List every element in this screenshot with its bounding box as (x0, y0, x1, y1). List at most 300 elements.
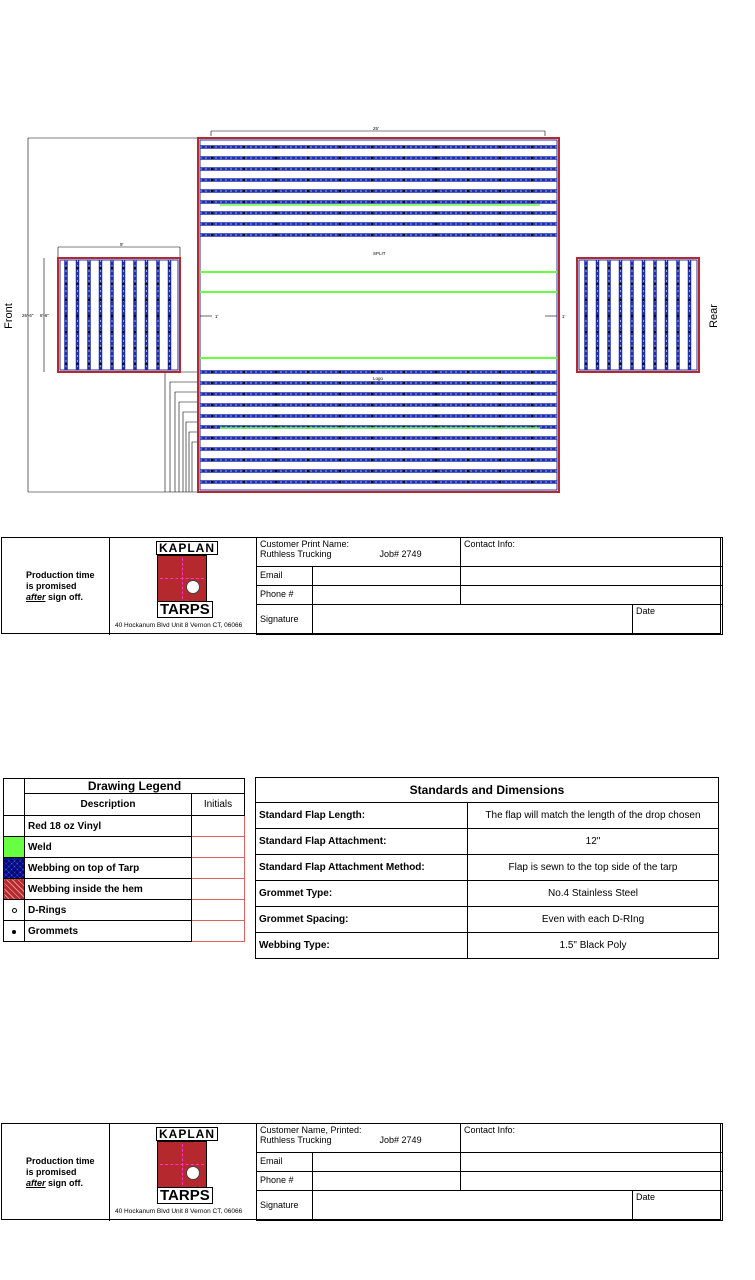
grommet (211, 201, 213, 203)
email-label: Email (256, 566, 313, 586)
grommet (499, 415, 501, 417)
grommet (619, 315, 621, 317)
grommet (403, 223, 405, 225)
grommet (157, 267, 159, 269)
title-block: Production time is promised after sign off. KAPLAN TARPS 40 Hockanum Blvd Unit 8 Vernon CT, 06066 Customer Name, Printed: Ruthless Trucking Job# 2749 Contact Info: Email Phone # Signature Date (1, 1123, 721, 1220)
grommet (403, 201, 405, 203)
legend-col-description: Description (25, 794, 192, 816)
grommet (608, 283, 610, 285)
grommet (531, 234, 533, 236)
grommet (596, 347, 598, 349)
grommet (111, 267, 113, 269)
grommet (371, 393, 373, 395)
grommet (665, 347, 667, 349)
grommet (665, 267, 667, 269)
grommet (654, 267, 656, 269)
grommet (211, 179, 213, 181)
grommet (654, 331, 656, 333)
grommet (157, 283, 159, 285)
grommet (65, 363, 67, 365)
grommet (243, 179, 245, 181)
grommet (585, 283, 587, 285)
grommet (168, 283, 170, 285)
grommet (642, 283, 644, 285)
grommet (631, 331, 633, 333)
grommet (499, 448, 501, 450)
grommet (619, 283, 621, 285)
grommet (531, 470, 533, 472)
grommet (403, 371, 405, 373)
grommet (65, 283, 67, 285)
grommet (211, 470, 213, 472)
drawing-legend (3, 778, 245, 942)
d-ring-icon (4, 900, 25, 921)
grommet (531, 201, 533, 203)
grommet (243, 223, 245, 225)
grommet (307, 234, 309, 236)
grommet (307, 168, 309, 170)
grommet (275, 157, 277, 159)
grommet (307, 157, 309, 159)
customer-name: Ruthless Trucking (260, 1135, 332, 1145)
grommet (275, 481, 277, 483)
grommet (371, 157, 373, 159)
grommet (499, 223, 501, 225)
grommet (608, 363, 610, 365)
grommet (531, 212, 533, 214)
phone-label: Phone # (256, 1171, 313, 1191)
grommet (665, 315, 667, 317)
grommet (531, 393, 533, 395)
grommet (654, 315, 656, 317)
grommet (307, 393, 309, 395)
grommet (435, 190, 437, 192)
grommet (688, 363, 690, 365)
grommet (111, 331, 113, 333)
grommet (403, 382, 405, 384)
grommet (642, 267, 644, 269)
grommet (499, 201, 501, 203)
grommet (275, 212, 277, 214)
grommet (467, 393, 469, 395)
grommet (211, 426, 213, 428)
grommet (275, 404, 277, 406)
signature-label: Signature (256, 604, 313, 635)
grommet (339, 448, 341, 450)
grommet (371, 470, 373, 472)
grommet (642, 363, 644, 365)
grommet (339, 382, 341, 384)
grommet (111, 363, 113, 365)
email-field[interactable] (312, 566, 461, 586)
grommet (677, 299, 679, 301)
grommet (111, 299, 113, 301)
grommet (585, 331, 587, 333)
grommet (339, 223, 341, 225)
grommet (339, 190, 341, 192)
grommet (211, 168, 213, 170)
grommet (211, 223, 213, 225)
grommet (157, 347, 159, 349)
grommet (435, 168, 437, 170)
grommet (403, 157, 405, 159)
grommet (631, 299, 633, 301)
grommet (145, 283, 147, 285)
grommet-icon (4, 921, 25, 942)
webbing-hem-swatch (4, 879, 25, 900)
grommet (157, 299, 159, 301)
grommet (403, 470, 405, 472)
grommet (99, 315, 101, 317)
grommet (99, 299, 101, 301)
standards-table (255, 777, 719, 959)
grommet (531, 382, 533, 384)
grommet (211, 437, 213, 439)
grommet (243, 437, 245, 439)
grommet (665, 283, 667, 285)
grommet (654, 363, 656, 365)
grommet (134, 331, 136, 333)
grommet (499, 157, 501, 159)
grommet (88, 363, 90, 365)
grommet (531, 448, 533, 450)
contact-field-2[interactable] (460, 1171, 723, 1191)
grommet (339, 146, 341, 148)
grommet (467, 437, 469, 439)
grommet (275, 371, 277, 373)
grommet (619, 299, 621, 301)
grommet (531, 190, 533, 192)
grommet (371, 146, 373, 148)
grommet (403, 393, 405, 395)
dim-top-label: 25' (373, 126, 379, 131)
grommet (307, 223, 309, 225)
grommet (499, 179, 501, 181)
grommet (403, 190, 405, 192)
grommet (596, 331, 598, 333)
grommet (435, 415, 437, 417)
grommet (531, 459, 533, 461)
grommet (435, 157, 437, 159)
legend-title: Drawing Legend (25, 779, 245, 794)
grommet (467, 190, 469, 192)
standards-row: Webbing Type: 1.5" Black Poly (256, 933, 719, 959)
grommet (65, 267, 67, 269)
marker-left-label: 1' (215, 314, 219, 319)
grommet (585, 267, 587, 269)
initials-cell[interactable] (192, 816, 245, 837)
initials-cell[interactable] (192, 858, 245, 879)
grommet (211, 212, 213, 214)
grommet (467, 382, 469, 384)
grommet (88, 347, 90, 349)
legend-col-initials: Initials (192, 794, 245, 816)
grommet (677, 347, 679, 349)
grommet (243, 404, 245, 406)
grommet (467, 157, 469, 159)
grommet (531, 157, 533, 159)
legend-row: Webbing inside the hem (4, 879, 245, 900)
grommet (677, 267, 679, 269)
grommet (435, 212, 437, 214)
grommet (211, 415, 213, 417)
grommet (585, 347, 587, 349)
front-flap (58, 258, 180, 372)
grommet (88, 283, 90, 285)
grommet (499, 168, 501, 170)
grommet (134, 267, 136, 269)
grommet (211, 146, 213, 148)
grommet (243, 393, 245, 395)
initials-cell[interactable] (192, 879, 245, 900)
signature-field[interactable] (312, 604, 633, 635)
contact-field-1[interactable] (460, 566, 723, 586)
grommet (88, 331, 90, 333)
grommet (243, 371, 245, 373)
customer-name-cell: Customer Name, Printed: Ruthless Trucking Job# 2749 (256, 1123, 461, 1153)
grommet (122, 331, 124, 333)
grommet (211, 382, 213, 384)
grommet (339, 459, 341, 461)
contact-field-2[interactable] (460, 585, 723, 605)
grommet (435, 371, 437, 373)
grommet (371, 481, 373, 483)
phone-field[interactable] (312, 585, 461, 605)
grommet (275, 393, 277, 395)
grommet (642, 315, 644, 317)
grommet (499, 437, 501, 439)
grommet (631, 363, 633, 365)
date-field[interactable]: Date (632, 1190, 723, 1221)
initials-cell[interactable] (192, 921, 245, 942)
grommet (275, 168, 277, 170)
grommet (665, 299, 667, 301)
grommet (435, 393, 437, 395)
grommet (122, 347, 124, 349)
grommet (435, 234, 437, 236)
grommet (677, 331, 679, 333)
grommet (307, 212, 309, 214)
grommet (243, 481, 245, 483)
grommet (596, 283, 598, 285)
grommet (608, 267, 610, 269)
grommet (65, 331, 67, 333)
grommet (65, 315, 67, 317)
grommet (403, 481, 405, 483)
grommet (435, 437, 437, 439)
standards-row: Standard Flap Length: The flap will match the length of the drop chosen (256, 803, 719, 829)
grommet (243, 201, 245, 203)
grommet (499, 371, 501, 373)
initials-cell[interactable] (192, 837, 245, 858)
grommet (157, 363, 159, 365)
grommet (403, 404, 405, 406)
grommet (403, 168, 405, 170)
phone-field[interactable] (312, 1171, 461, 1191)
grommet (371, 179, 373, 181)
grommet (65, 347, 67, 349)
grommet (499, 382, 501, 384)
weld-swatch (4, 837, 25, 858)
grommet (435, 223, 437, 225)
grommet (339, 371, 341, 373)
grommet (243, 146, 245, 148)
grommet (275, 437, 277, 439)
grommet (596, 267, 598, 269)
grommet (467, 371, 469, 373)
grommet (243, 382, 245, 384)
main-tarp (198, 138, 559, 492)
contact-cell: Contact Info: (460, 1123, 723, 1153)
marker-right-label: 1' (562, 314, 566, 319)
rear-flap (577, 258, 699, 372)
grommet (371, 459, 373, 461)
grommet (211, 190, 213, 192)
grommet (531, 146, 533, 148)
grommet (371, 371, 373, 373)
grommet (585, 299, 587, 301)
grommet (307, 481, 309, 483)
grommet (499, 190, 501, 192)
grommet (134, 363, 136, 365)
signature-label: Signature (256, 1190, 313, 1221)
grommet (371, 190, 373, 192)
grommet (371, 382, 373, 384)
grommet (307, 190, 309, 192)
grommet (467, 223, 469, 225)
grommet (145, 331, 147, 333)
email-field[interactable] (312, 1152, 461, 1172)
grommet (339, 212, 341, 214)
standards-row: Grommet Type: No.4 Stainless Steel (256, 881, 719, 907)
front-label: Front (2, 303, 15, 329)
grommet (211, 157, 213, 159)
initials-cell[interactable] (192, 900, 245, 921)
grommet (642, 299, 644, 301)
customer-name-cell: Customer Print Name: Ruthless Trucking Job# 2749 (256, 537, 461, 567)
grommet (688, 283, 690, 285)
grommet (307, 371, 309, 373)
grommet (145, 315, 147, 317)
grommet (211, 393, 213, 395)
grommet (619, 331, 621, 333)
grommet (435, 146, 437, 148)
grommet (99, 267, 101, 269)
dim-side-label: 8'-6" (40, 313, 49, 318)
grommet (596, 299, 598, 301)
grommet (642, 331, 644, 333)
grommet (371, 223, 373, 225)
grommet (145, 363, 147, 365)
grommet (168, 331, 170, 333)
grommet (403, 234, 405, 236)
webbing-top-swatch (4, 858, 25, 879)
grommet (88, 299, 90, 301)
grommet (339, 168, 341, 170)
grommet (665, 331, 667, 333)
center-label: SPLIT (373, 251, 386, 256)
standards-row: Grommet Spacing: Even with each D-RIng (256, 907, 719, 933)
grommet (467, 201, 469, 203)
dim-overall-label: 26'-6" (22, 313, 34, 318)
grommet (403, 448, 405, 450)
legend-row: Webbing on top of Tarp (4, 858, 245, 879)
grommet (275, 190, 277, 192)
grommet (499, 459, 501, 461)
grommet (467, 404, 469, 406)
grommet (654, 299, 656, 301)
grommet (122, 315, 124, 317)
grommet (596, 363, 598, 365)
phone-label: Phone # (256, 585, 313, 605)
standards-row: Standard Flap Attachment: 12" (256, 829, 719, 855)
grommet (122, 283, 124, 285)
grommet (531, 415, 533, 417)
grommet (499, 470, 501, 472)
grommet (403, 179, 405, 181)
grommet (339, 470, 341, 472)
grommet (307, 470, 309, 472)
grommet (76, 283, 78, 285)
grommet (371, 201, 373, 203)
grommet (134, 299, 136, 301)
grommet (122, 299, 124, 301)
job-number: Job# 2749 (379, 549, 422, 559)
grommet (371, 404, 373, 406)
grommet (467, 470, 469, 472)
grommet (168, 315, 170, 317)
grommet (88, 267, 90, 269)
grommet (307, 448, 309, 450)
grommet (435, 382, 437, 384)
grommet (631, 267, 633, 269)
grommet (371, 168, 373, 170)
contact-field-1[interactable] (460, 1152, 723, 1172)
date-field[interactable]: Date (632, 604, 723, 635)
standards-row: Standard Flap Attachment Method: Flap is sewn to the top side of the tarp (256, 855, 719, 881)
grommet (677, 283, 679, 285)
grommet (243, 190, 245, 192)
grommet (677, 363, 679, 365)
grommet (608, 347, 610, 349)
grommet (467, 234, 469, 236)
grommet (499, 212, 501, 214)
grommet (677, 315, 679, 317)
grommet (275, 201, 277, 203)
grommet (243, 415, 245, 417)
grommet (339, 157, 341, 159)
grommet (168, 347, 170, 349)
grommet (307, 201, 309, 203)
grommet (76, 363, 78, 365)
grommet (339, 481, 341, 483)
grommet (307, 382, 309, 384)
rear-label: Rear (707, 304, 720, 328)
grommet (339, 415, 341, 417)
grommet (467, 146, 469, 148)
grommet (403, 146, 405, 148)
grommet (275, 146, 277, 148)
grommet (435, 404, 437, 406)
grommet (531, 371, 533, 373)
grommet (403, 415, 405, 417)
grommet (243, 157, 245, 159)
grommet (275, 234, 277, 236)
signature-field[interactable] (312, 1190, 633, 1221)
grommet (403, 437, 405, 439)
grommet (76, 299, 78, 301)
grommet (499, 393, 501, 395)
